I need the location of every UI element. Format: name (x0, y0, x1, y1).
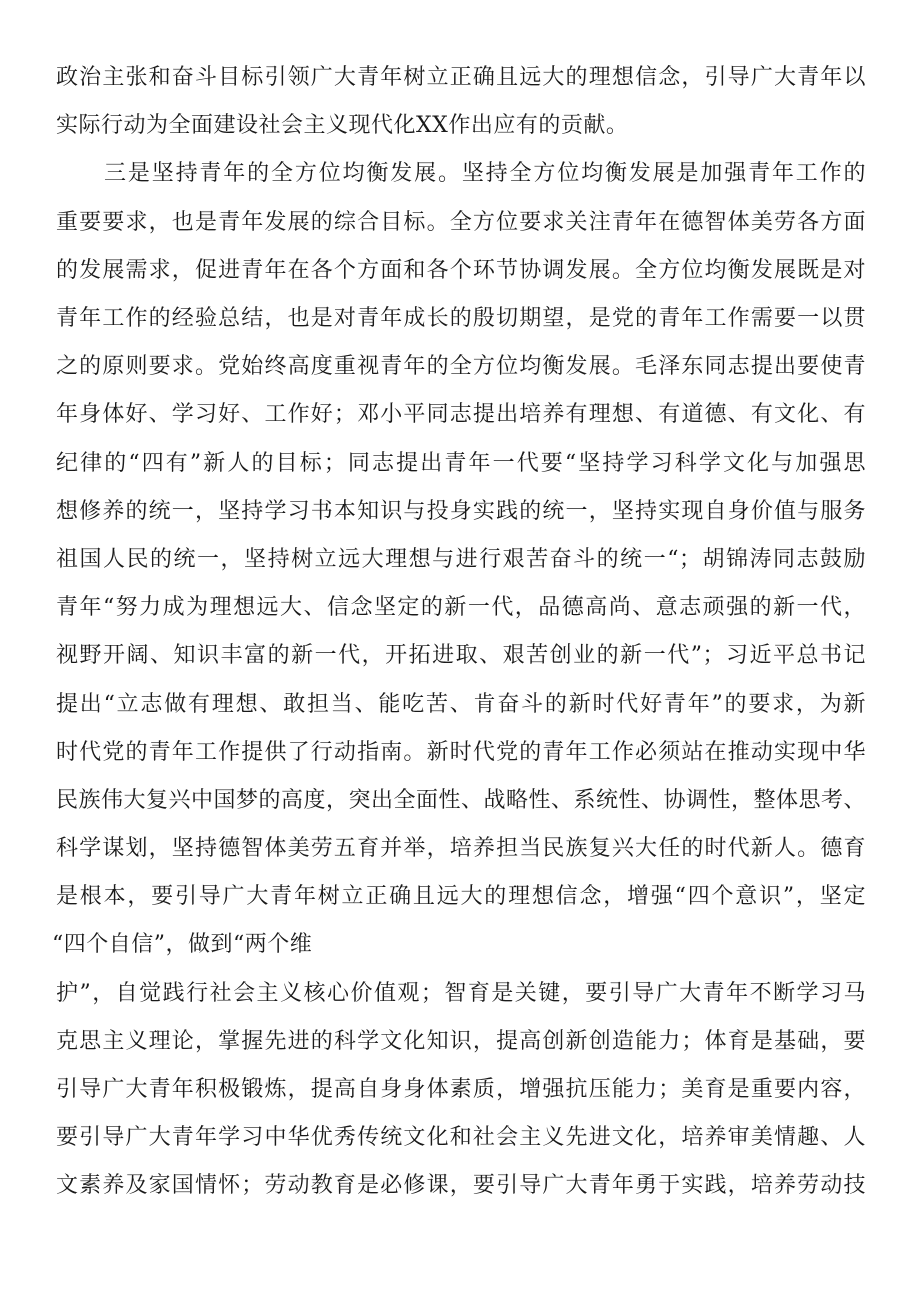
text-line: 实际行动为全面建设社会主义现代化XX作出应有的贡献。 (56, 113, 629, 138)
text-line: 青年工作的经验总结，也是对青年成长的殷切期望，是党的青年工作需要一以贯 (56, 306, 866, 331)
text-line: 引导广大青年积极锻炼，提高自身身体素质，增强抗压能力；美育是重要内容， (56, 1077, 866, 1102)
text-line: 时代党的青年工作提供了行动指南。新时代党的青年工作必须站在推动实现中华 (56, 740, 866, 765)
text-line: 之的原则要求。党始终高度重视青年的全方位均衡发展。毛泽东同志提出要使青 (56, 354, 866, 379)
paragraph-start-line: 三是坚持青年的全方位均衡发展。坚持全方位均衡发展是加强青年工作的 (104, 161, 866, 186)
text-line: 的发展需求，促进青年在各个方面和各个环节协调发展。全方位均衡发展既是对 (56, 258, 866, 283)
text-line: 提出“立志做有理想、敢担当、能吃苦、肯奋斗的新时代好青年”的要求，为新 (56, 692, 866, 717)
text-line: 视野开阔、知识丰富的新一代，开拓进取、艰苦创业的新一代”；习近平总书记 (56, 643, 866, 668)
text-line: “四个自信”，做到“两个维 (52, 932, 313, 957)
text-line: 是根本，要引导广大青年树立正确且远大的理想信念，增强“四个意识”，坚定 (56, 884, 866, 909)
text-line: 文素养及家国情怀；劳动教育是必修课，要引导广大青年勇于实践，培养劳动技 (56, 1173, 866, 1198)
text-line: 纪律的“四有”新人的目标；同志提出青年一代要“坚持学习科学文化与加强思 (56, 451, 866, 476)
text-line: 祖国人民的统一，坚持树立远大理想与进行艰苦奋斗的统一“；胡锦涛同志鼓励 (56, 547, 866, 572)
text-line: 克思主义理论，掌握先进的科学文化知识，提高创新创造能力；体育是基础，要 (56, 1029, 866, 1054)
text-line: 民族伟大复兴中国梦的高度，突出全面性、战略性、系统性、协调性，整体思考、 (56, 788, 867, 813)
text-line: 青年“努力成为理想远大、信念坚定的新一代，品德高尚、意志顽强的新一代， (56, 595, 866, 620)
text-line: 重要要求，也是青年发展的综合目标。全方位要求关注青年在德智体美劳各方面 (56, 210, 866, 235)
text-line: 科学谋划，坚持德智体美劳五育并举，培养担当民族复兴大任的时代新人。德育 (56, 836, 866, 861)
text-line: 要引导广大青年学习中华优秀传统文化和社会主义先进文化，培养审美情趣、人 (56, 1125, 866, 1150)
text-line: 年身体好、学习好、工作好；邓小平同志提出培养有理想、有道德、有文化、有 (56, 402, 866, 427)
text-line: 政治主张和奋斗目标引领广大青年树立正确且远大的理想信念，引导广大青年以 (56, 65, 866, 90)
text-line: 想修养的统一，坚持学习书本知识与投身实践的统一，坚持实现自身价值与服务 (56, 499, 866, 524)
text-line: 护”，自觉践行社会主义核心价值观；智育是关键，要引导广大青年不断学习马 (56, 981, 866, 1006)
